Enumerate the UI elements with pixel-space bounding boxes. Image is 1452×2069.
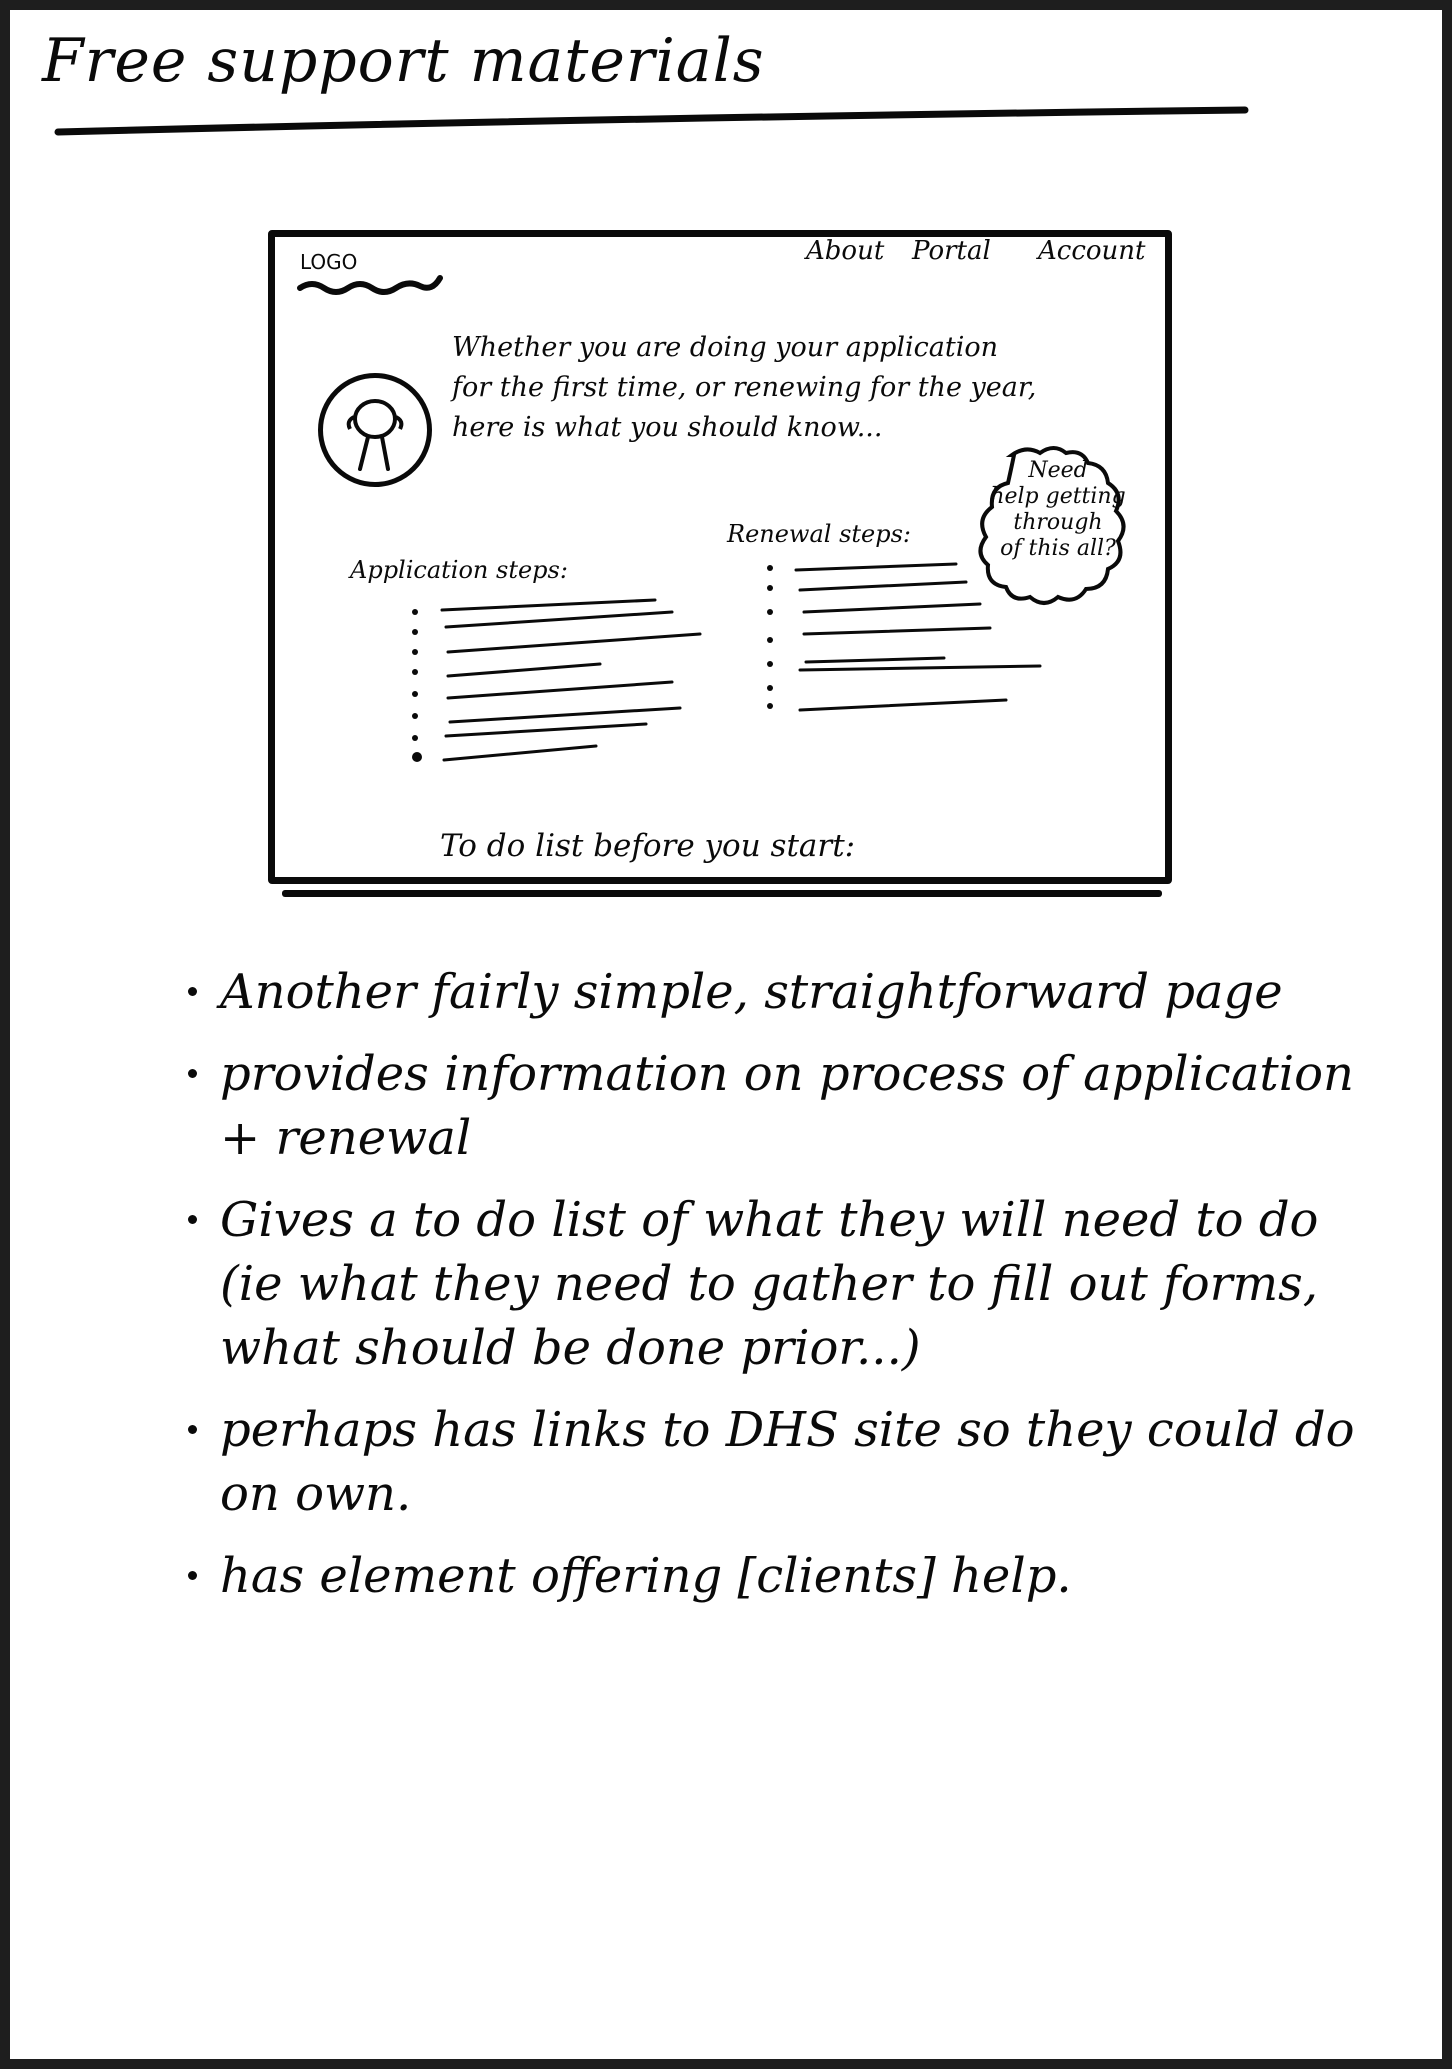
note-item xyxy=(180,1398,1380,1526)
nav-account[interactable]: Account xyxy=(1038,236,1146,266)
wireframe-logo[interactable]: LOGO xyxy=(300,250,358,274)
design-notes-list xyxy=(180,960,1380,1626)
help-line: of this all? xyxy=(1000,536,1116,561)
page-title: Free support materials xyxy=(42,26,765,96)
note-text: provides information on process of application + renewal xyxy=(220,1046,1354,1166)
help-line: help getting xyxy=(990,484,1126,509)
intro-line: Whether you are doing your application xyxy=(452,332,998,363)
note-item xyxy=(180,1188,1380,1380)
note-item xyxy=(180,960,1380,1024)
note-item xyxy=(180,1544,1380,1608)
note-item xyxy=(180,1042,1380,1170)
nav-portal[interactable]: Portal xyxy=(912,236,991,266)
bullet-icon xyxy=(188,1571,197,1580)
help-line: Need xyxy=(1028,458,1088,483)
help-line: through xyxy=(1013,510,1103,535)
intro-line: here is what you should know... xyxy=(452,412,883,443)
note-text: Another fairly simple, straightforward page xyxy=(220,964,1283,1020)
nav-about[interactable]: About xyxy=(806,236,885,266)
note-text: perhaps has links to DHS site so they could do on own. xyxy=(220,1402,1355,1522)
application-steps-label: Application steps: xyxy=(350,556,568,584)
todo-list-label: To do list before you start: xyxy=(440,828,856,864)
intro-line: for the first time, or renewing for the year, xyxy=(452,372,1037,403)
bullet-icon xyxy=(188,1215,197,1224)
bullet-icon xyxy=(188,1069,197,1078)
bullet-icon xyxy=(188,1425,197,1434)
renewal-steps-label: Renewal steps: xyxy=(727,520,912,548)
bullet-icon xyxy=(188,987,197,996)
note-text: Gives a to do list of what they will need to do (ie what they need to gather to fill out forms, what should be done prior...) xyxy=(220,1192,1319,1376)
note-text: has element offering [clients] help. xyxy=(220,1548,1072,1604)
